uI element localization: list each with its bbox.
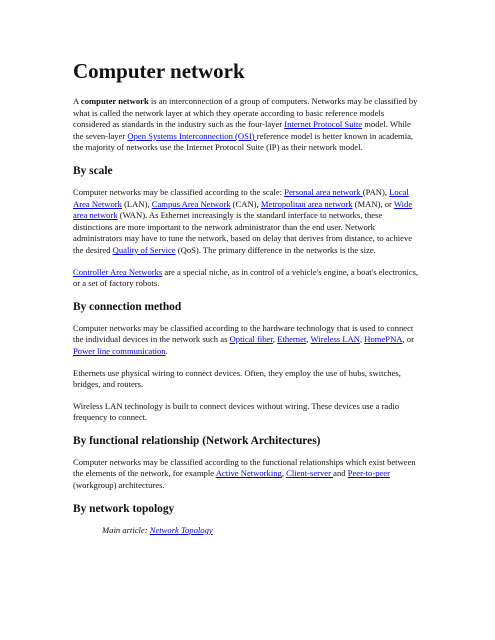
wireless-paragraph: Wireless LAN technology is built to connect devices without wiring. These devices use a radio frequency to connect. xyxy=(73,400,400,423)
link-wide-area-network[interactable]: Wide area network xyxy=(73,198,413,221)
link-active-networking[interactable]: Active Networking xyxy=(215,468,282,479)
scale-paragraph: Computer networks may be classified according to the scale: Personal area network (PAN), Local Area Network (LAN), Campus Area Network (CAN), Metropolitan area network (MAN), or Wide area network (WAN). As Ethernet increasingly is the standard interface to networks, these distinctions are more important to the network administrator than the end user. Network administrators may have to tune the network, based on delay that derives from distance, to achieve the desired Quality of Service (QoS). The primary difference in the networks is the size. xyxy=(73,186,413,255)
intro-paragraph: A computer network is an interconnection of a group of computers. Networks may be classified by what is called the network layer at which they operate according to basic reference models considered as standards in the industry such as the four-layer Internet Protocol Suite model. While the seven-layer Open Systems Interconnection (OSI) reference model is better known in academia, the majority of networks use the Internet Protocol Suite (IP) as their network model. xyxy=(73,96,418,153)
link-homepna[interactable]: HomePNA xyxy=(364,334,403,345)
connection-paragraph: Computer networks may be classified according to the hardware technology that is used to connect the individual devices in the network such as Optical fiber, Ethernet, Wireless LAN, HomePNA, or Power line communication. xyxy=(73,322,414,356)
section-heading-functional: By functional relationship (Network Architectures) xyxy=(73,434,321,447)
link-personal-area-network[interactable]: Personal area network xyxy=(284,186,363,197)
controller-area-paragraph: Controller Area Networks are a special niche, as in control of a vehicle's engine, a boat's electronics, or a set of factory robots. xyxy=(73,266,419,289)
link-peer-to-peer[interactable]: Peer-to-peer xyxy=(347,468,390,479)
article-body xyxy=(73,58,423,546)
link-client-server[interactable]: Client-server xyxy=(286,468,334,479)
link-optical-fiber[interactable]: Optical fiber xyxy=(229,334,273,345)
link-network-topology[interactable]: Network Topology xyxy=(149,524,213,535)
link-internet-protocol-suite[interactable]: Internet Protocol Suite xyxy=(284,119,363,130)
section-heading-scale: By scale xyxy=(73,164,113,177)
functional-paragraph: Computer networks may be classified according to the functional relationships which exist between the elements of the network, for example Active Networking, Client-server and Peer-to-peer (workgroup) architectures. xyxy=(73,456,416,491)
link-osi[interactable]: Open Systems Interconnection (OSI) xyxy=(127,130,257,141)
link-ethernet[interactable]: Ethernet xyxy=(277,334,307,345)
main-article-note: Main article: Network Topology xyxy=(102,524,213,535)
link-quality-of-service[interactable]: Quality of Service xyxy=(112,244,176,255)
intro-bold-term: computer network xyxy=(80,96,149,106)
ethernet-paragraph: Ethernets use physical wiring to connect devices. Often, they employ the use of hubs, switches, bridges, and routers. xyxy=(73,367,401,390)
link-power-line-communication[interactable]: Power line communication xyxy=(73,345,166,356)
page-title: Computer network xyxy=(73,59,245,83)
link-controller-area-networks[interactable]: Controller Area Networks xyxy=(73,266,163,277)
link-wireless-lan[interactable]: Wireless LAN xyxy=(310,334,360,345)
link-metropolitan-area-network[interactable]: Metropolitan area network xyxy=(260,198,353,209)
section-heading-topology: By network topology xyxy=(73,502,175,515)
section-heading-connection: By connection method xyxy=(73,300,182,313)
link-campus-area-network[interactable]: Campus Area Network xyxy=(151,198,231,209)
link-local-area-network[interactable]: Local Area Network xyxy=(73,186,409,209)
